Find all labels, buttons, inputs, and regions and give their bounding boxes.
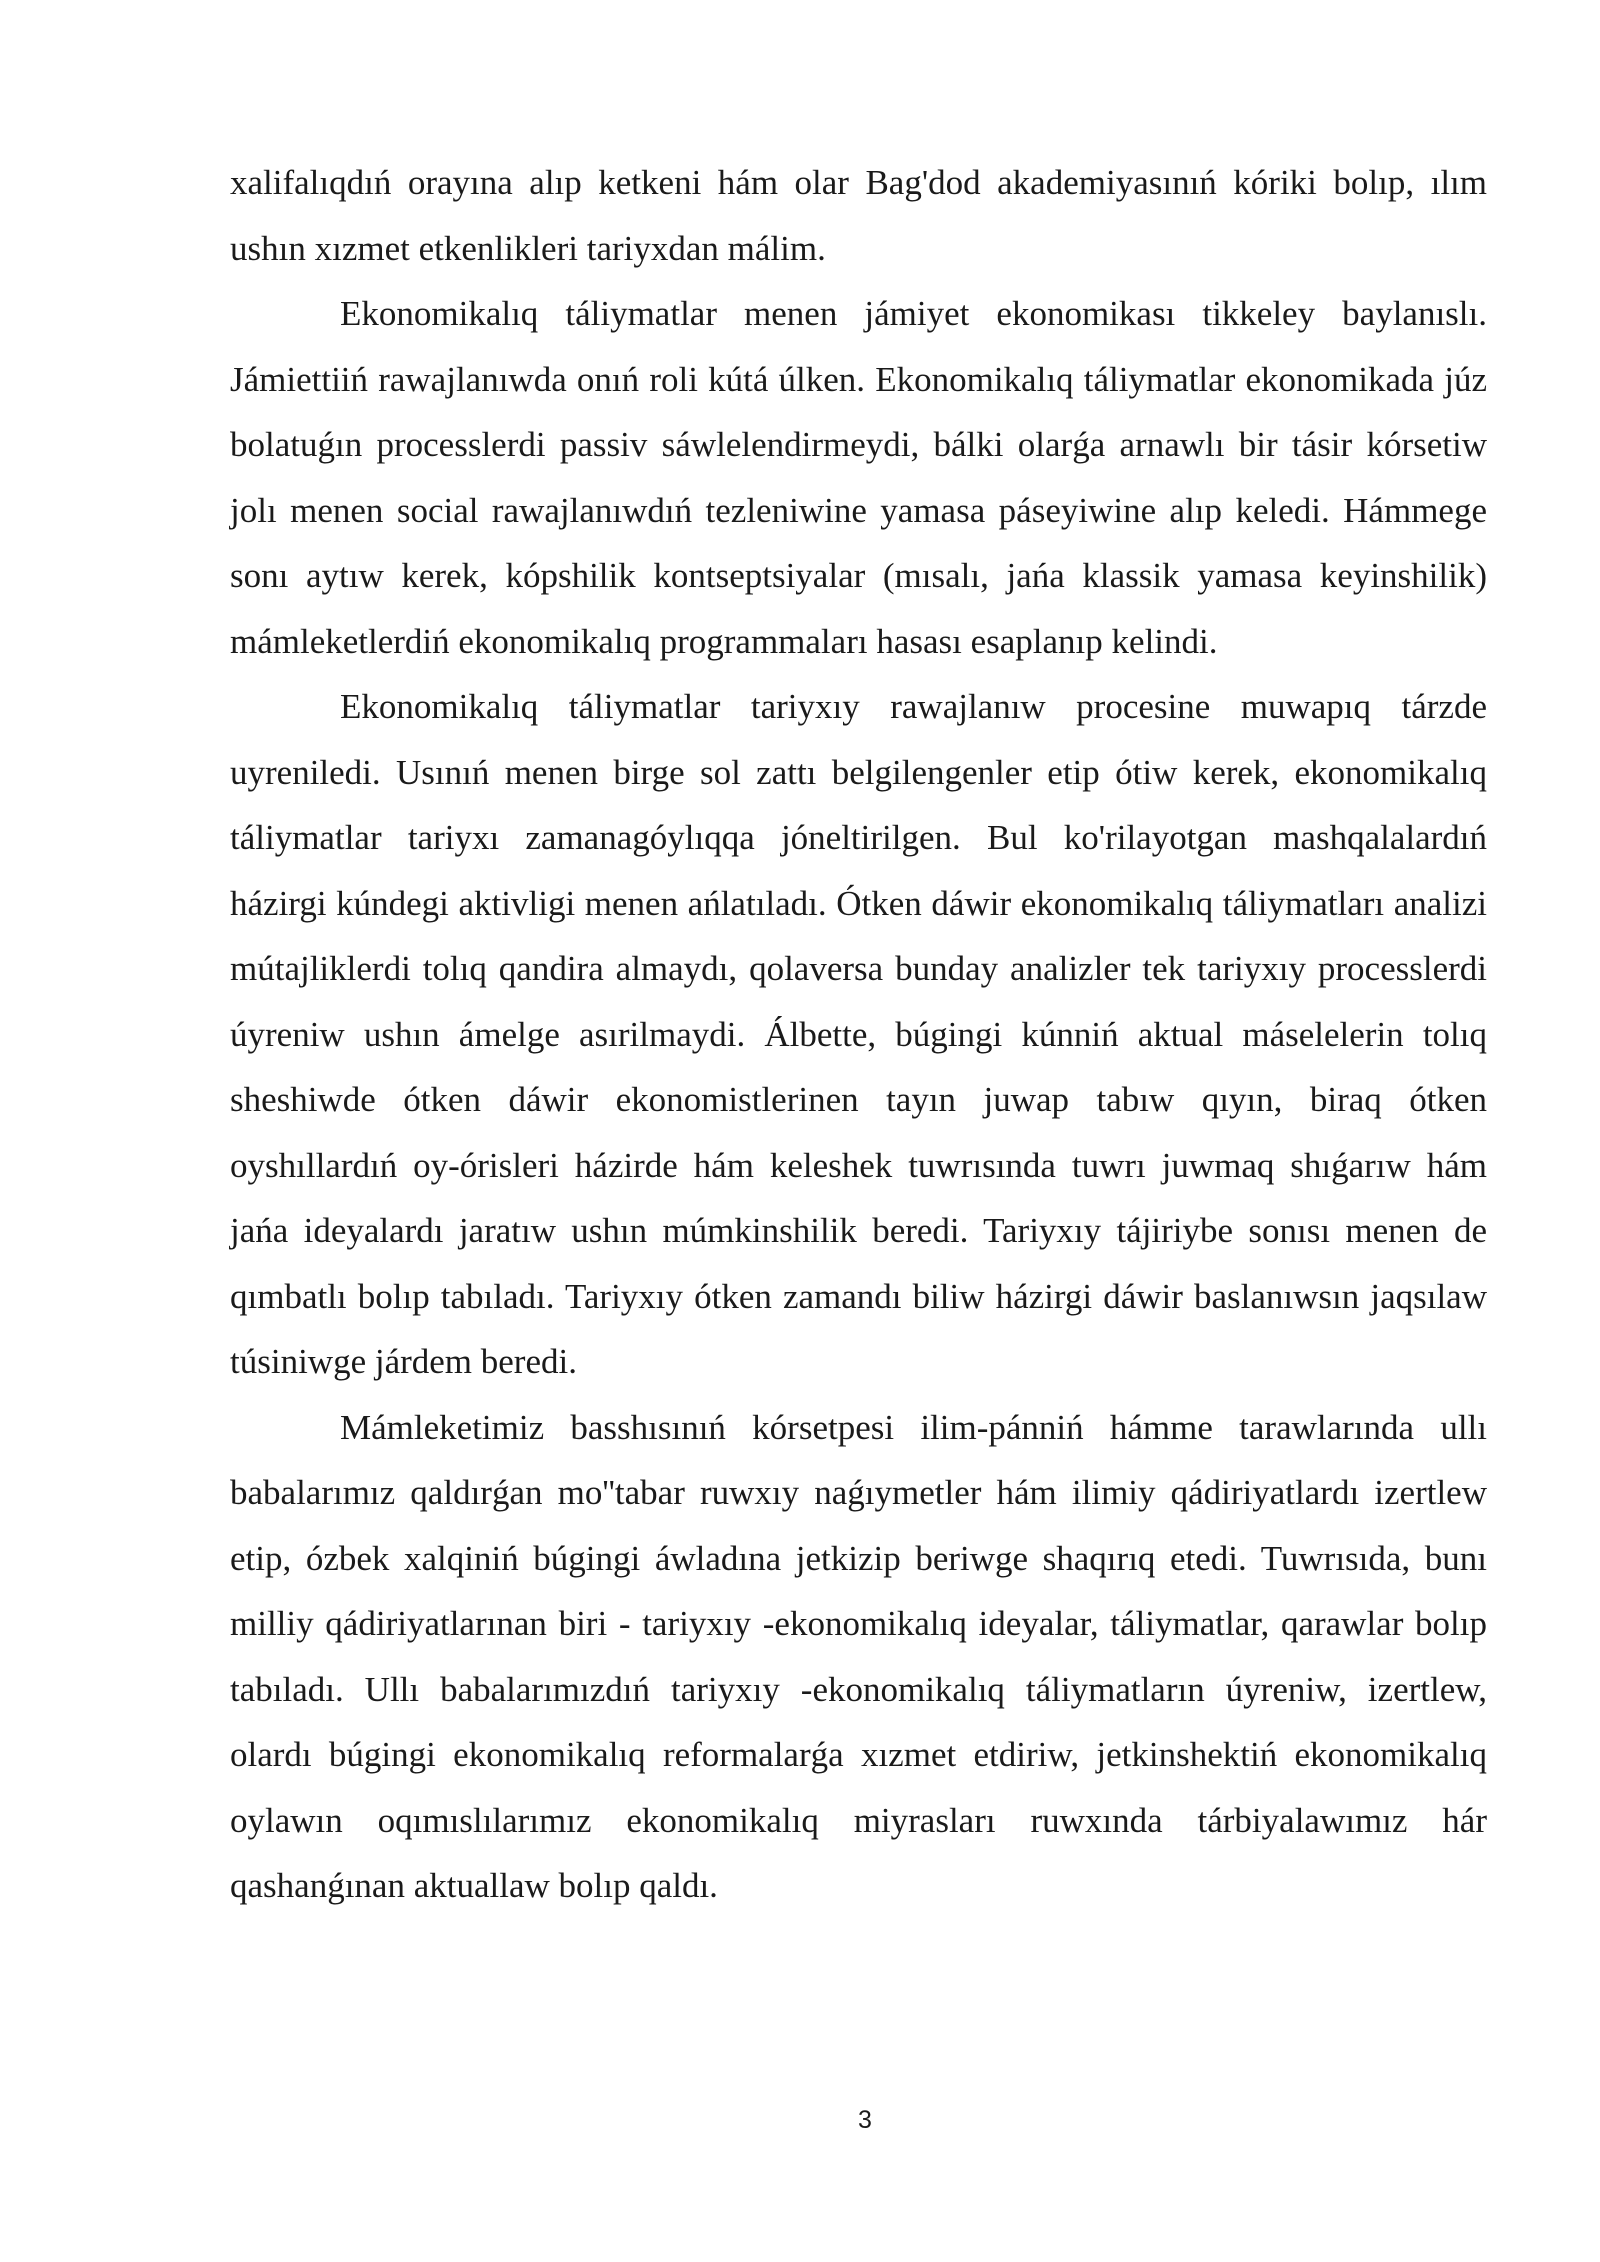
paragraph-historical-development: Ekonomikalıq táliymatlar tariyxıy rawajlanıw procesine muwapıq tárzde uyreniledi. Usınıń menen birge sol zattı belgilengenler etip ótiw kerek, ekonomikalıq táliymatlar tariyxı zamanagóylıqqa jóneltirilgen. Bul ko'rilayotgan mashqalalardıń házirgi kúndegi aktivligi menen ańlatıladı. Ótken dáwir ekonomikalıq táliymatları analizi mútajliklerdi tolıq qandira almaydı, qolaversa bunday analizler tek tariyxıy processlerdi úyreniw ushın ámelge asırilmaydi. Álbette, búgingi kúnniń aktual máselelerin tolıq sheshiwde ótken dáwir ekonomistlerinen tayın juwap tabıw qıyın, biraq ótken oyshıllardıń oy-órisleri házirde hám keleshek tuwrısında tuwrı juwmaq shıǵarıw hám jańa ideyalardı jaratıw ushın múmkinshilik beredi. Tariyxıy tájiriybe sonısı menen de qımbatlı bolıp tabıladı. Tariyxıy ótken zamandı biliw házirgi dáwir baslanıwsın jaqsılaw túsiniwge járdem beredi.	[230, 687, 1487, 1381]
paragraph-national-heritage: Mámleketimiz basshısınıń kórsetpesi ilim-pánniń hámme tarawlarında ullı babalarımız qaldırǵan mo''tabar ruwxıy naǵıymetler hám ilimiy qádiriyatlardı izertlew etip, ózbek xalqiniń búgingi áwladına jetkizip beriwge shaqırıq etedi. Tuwrısıda, bunı milliy qádiriyatlarınan biri - tariyxıy -ekonomikalıq ideyalar, táliymatlar, qarawlar bolıp tabıladı. Ullı babalarımızdıń tariyxıy -ekonomikalıq táliymatların úyreniw, izertlew, olardı búgingi ekonomikalıq reformalarǵa xızmet etdiriw, jetkinshektiń ekonomikalıq oylawın oqımıslılarımız ekonomikalıq miyrasları ruwxında tárbiyalawımız hár qashanǵınan aktuallaw bolıp qaldı.	[230, 1407, 1487, 1905]
paragraph-economic-teachings: Ekonomikalıq táliymatlar menen jámiyet ekonomikası tikkeley baylanıslı. Jámiettiiń rawajlanıwda onıń roli kútá úlken. Ekonomikalıq táliymatlar ekonomikada júz bolatuǵın processlerdi passiv sáwlelendirmeydi, bálki olarǵa arnawlı bir tásir kórsetiw jolı menen social rawajlanıwdıń tezleniwine yamasa páseyiwine alıp keledi. Hámmege sonı aytıw kerek, kópshilik kontseptsiyalar (mısalı, jańa klassik yamasa keyinshilik) mámleketlerdiń ekonomikalıq programmaları hasası esaplanıp kelindi.	[230, 294, 1487, 661]
paragraph-continuation: xalifalıqdıń orayına alıp ketkeni hám olar Bag'dod akademiyasınıń kóriki bolıp, ılım ushın xızmet etkenlikleri tariyxdan málim.	[230, 163, 1487, 268]
page-number: 3	[858, 2106, 872, 2134]
body-text	[230, 150, 1487, 1919]
